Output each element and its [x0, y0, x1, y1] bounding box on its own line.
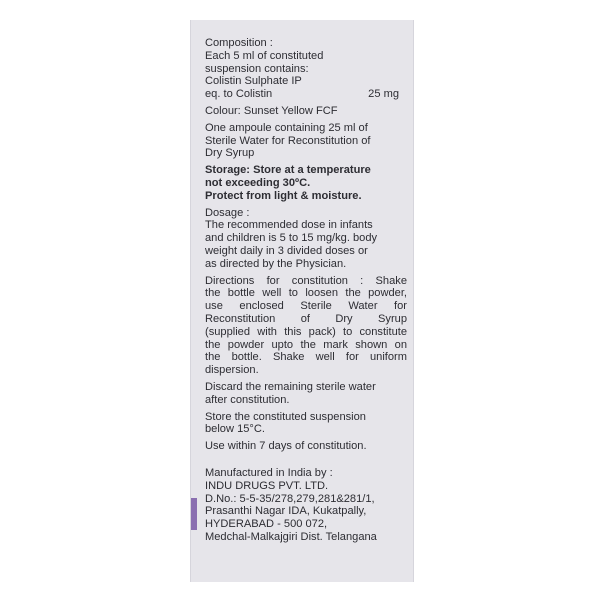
manufacturer-section — [205, 467, 407, 544]
use-within-line: Use within 7 days of constitution. — [205, 440, 367, 453]
colour-line: Colour: Sunset Yellow FCF — [205, 104, 338, 117]
composition-heading: Composition : — [205, 37, 273, 49]
manufacturer-line: Manufactured in India by : — [205, 466, 333, 479]
directions-line: the powder upto the mark shown on — [205, 338, 407, 351]
label-panel — [190, 20, 414, 582]
manufacturer-line: INDU DRUGS PVT. LTD. — [205, 479, 329, 492]
discard-line: after constitution. — [205, 393, 290, 406]
dosage-section — [205, 207, 407, 271]
colistin-row — [205, 88, 407, 101]
manufacturer-line: Prasanthi Nagar IDA, Kukatpally, — [205, 505, 367, 518]
ampoule-section — [205, 122, 407, 160]
composition-section — [205, 37, 407, 101]
colour-section — [205, 105, 407, 118]
directions-section — [205, 275, 407, 377]
storage-line: not exceeding 30ºC. — [205, 176, 311, 189]
manufacturer-line: D.No.: 5-5-35/278,279,281&281/1, — [205, 492, 375, 505]
store-section — [205, 411, 407, 437]
directions-line: Directions for constitution : Shake — [205, 274, 407, 287]
use-within-section — [205, 440, 407, 453]
store-line: Store the constituted suspension — [205, 410, 366, 423]
purple-edge-stripe — [191, 498, 197, 530]
storage-section — [205, 164, 407, 202]
store-line: below 15°C. — [205, 423, 265, 436]
ampoule-line: Sterile Water for Reconstitution of — [205, 134, 371, 147]
dosage-line: and children is 5 to 15 mg/kg. body — [205, 232, 378, 245]
composition-line: suspension contains: — [205, 62, 309, 75]
directions-line: Reconstitution of Dry Syrup — [205, 312, 407, 325]
directions-line: the bottle. Shake well for uniform — [205, 351, 407, 364]
directions-line: use enclosed Sterile Water for — [205, 300, 407, 313]
label-text — [205, 37, 407, 548]
manufacturer-line: Medchal-Malkajgiri Dist. Telangana — [205, 530, 377, 543]
dosage-line: weight daily in 3 divided doses or — [205, 244, 368, 257]
directions-line: dispersion. — [205, 364, 259, 377]
ampoule-line: One ampoule containing 25 ml of — [205, 121, 368, 134]
dosage-line: as directed by the Physician. — [205, 257, 347, 270]
ampoule-line: Dry Syrup — [205, 147, 255, 160]
manufacturer-line: HYDERABAD - 500 072, — [205, 518, 328, 531]
directions-line: the bottle well to loosen the powder, — [205, 287, 407, 300]
composition-line: Each 5 ml of constituted — [205, 49, 324, 62]
dosage-line: The recommended dose in infants — [205, 219, 373, 232]
colistin-label: eq. to Colistin — [205, 88, 273, 101]
composition-line: Colistin Sulphate IP — [205, 75, 302, 88]
dosage-heading: Dosage : — [205, 206, 250, 219]
storage-line: Storage: Store at a temperature — [205, 164, 371, 177]
colistin-amount: 25 mg — [368, 88, 399, 101]
discard-line: Discard the remaining sterile water — [205, 380, 376, 393]
directions-line: (supplied with this pack) to constitute — [205, 325, 407, 338]
discard-section — [205, 381, 407, 407]
storage-line: Protect from light & moisture. — [205, 189, 362, 202]
